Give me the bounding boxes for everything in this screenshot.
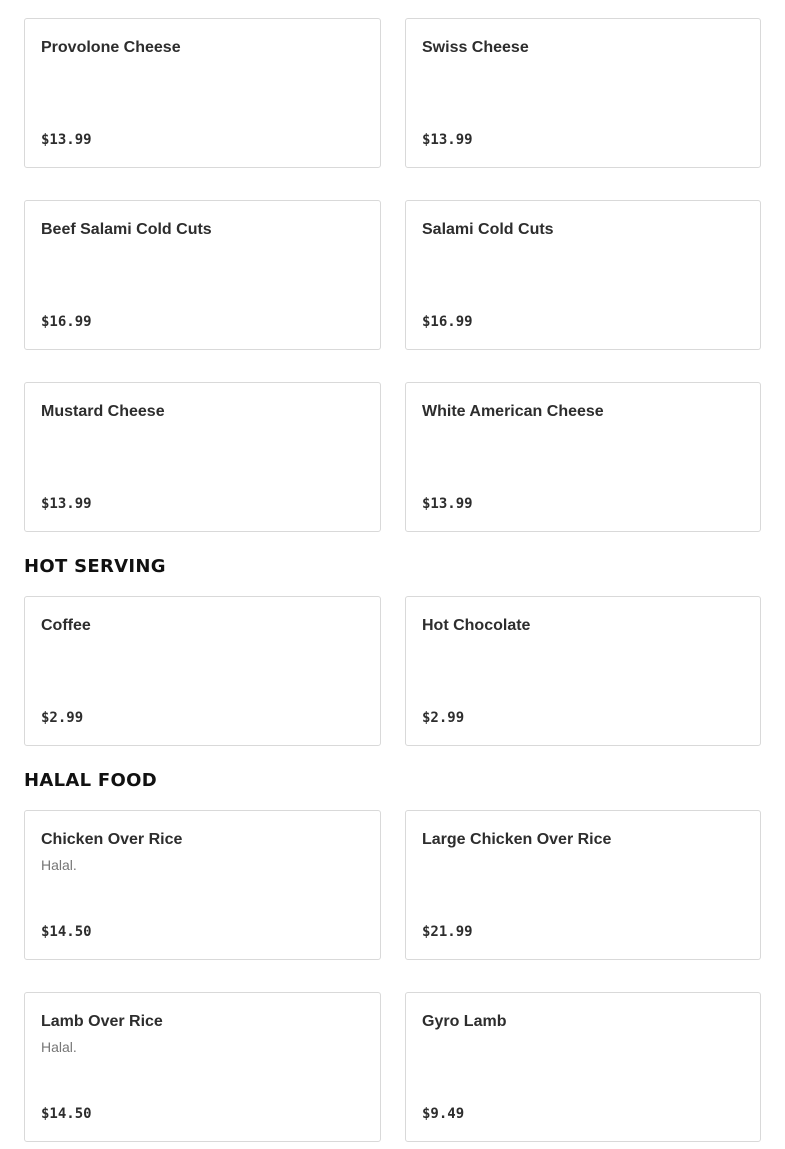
item-price: $2.99 — [41, 710, 84, 726]
item-price: $13.99 — [41, 496, 92, 512]
menu-item-card[interactable] — [24, 18, 381, 168]
menu-item-card[interactable] — [24, 200, 381, 350]
item-name: Gyro Lamb — [422, 1013, 507, 1030]
item-name: Provolone Cheese — [41, 39, 181, 56]
menu-item-card[interactable] — [405, 200, 761, 350]
item-name: Hot Chocolate — [422, 617, 531, 634]
menu-item-card[interactable] — [24, 596, 381, 746]
menu-section-grid — [24, 810, 761, 1142]
item-price: $13.99 — [41, 132, 92, 148]
menu-item-card[interactable] — [405, 596, 761, 746]
item-name: Large Chicken Over Rice — [422, 831, 612, 848]
menu-item-card[interactable] — [405, 18, 761, 168]
menu-item-card[interactable] — [24, 810, 381, 960]
menu-item-card[interactable] — [405, 382, 761, 532]
item-description: Halal. — [41, 1039, 77, 1055]
item-name: Beef Salami Cold Cuts — [41, 221, 212, 238]
menu-section-grid — [24, 18, 761, 532]
menu-item-card[interactable] — [24, 382, 381, 532]
item-price: $9.49 — [422, 1106, 465, 1122]
item-description: Halal. — [41, 857, 77, 873]
item-name: Lamb Over Rice — [41, 1013, 163, 1030]
item-name: Salami Cold Cuts — [422, 221, 554, 238]
item-name: Swiss Cheese — [422, 39, 529, 56]
item-name: White American Cheese — [422, 403, 604, 420]
item-price: $13.99 — [422, 496, 473, 512]
section-title-halal-food: HALAL FOOD — [24, 770, 157, 791]
section-title-hot-serving: HOT SERVING — [24, 556, 166, 577]
menu-item-card[interactable] — [24, 992, 381, 1142]
item-price: $21.99 — [422, 924, 473, 940]
menu-item-card[interactable] — [405, 810, 761, 960]
item-price: $14.50 — [41, 1106, 92, 1122]
item-name: Chicken Over Rice — [41, 831, 183, 848]
item-price: $14.50 — [41, 924, 92, 940]
item-price: $16.99 — [422, 314, 473, 330]
item-price: $2.99 — [422, 710, 465, 726]
item-name: Mustard Cheese — [41, 403, 165, 420]
item-price: $13.99 — [422, 132, 473, 148]
item-name: Coffee — [41, 617, 91, 634]
menu-item-card[interactable] — [405, 992, 761, 1142]
menu-section-grid — [24, 596, 761, 746]
item-price: $16.99 — [41, 314, 92, 330]
